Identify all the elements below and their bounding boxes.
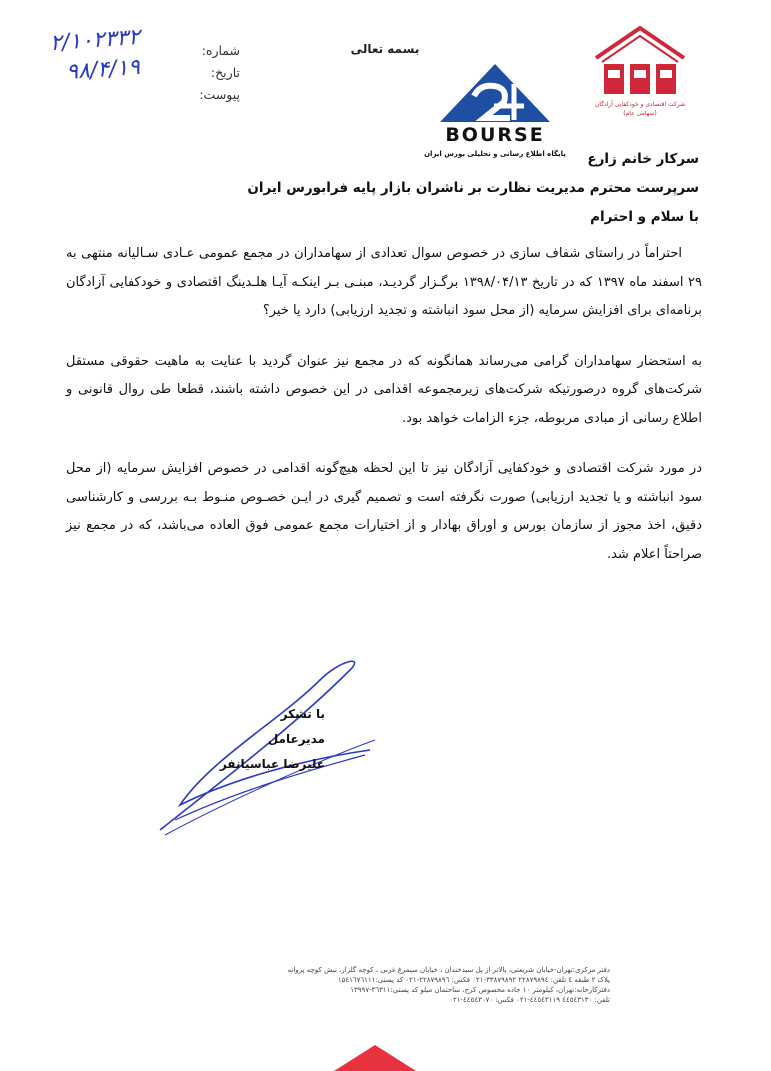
bourse-subtitle: پایگاه اطلاع رسانی و تحلیلی بورس ایران — [424, 150, 566, 158]
number-label: شماره: — [201, 43, 240, 58]
signature-block — [215, 702, 325, 777]
handwritten-date: ۹۸/۴/۱۹ — [65, 54, 141, 85]
footer-line-2: پلاک ۲ طبقه ٤ تلفن: ۲۲۸۷۹۸۹٤ ۳۳۸۷۹۸۹۲-۰۲۱ فکس: ۲۲۸۷۹۸۹٦-۰۲۱ کد پستی:۱۵٤۱٦٧٦۱۱۱ — [337, 976, 610, 984]
addressee-name: سرکار خانم زارع — [587, 151, 699, 167]
signature-name: علیرضا عباسیانفر — [219, 757, 325, 771]
signature-thanks: با تشکر — [280, 707, 325, 721]
date-label: تاریخ: — [210, 65, 240, 80]
handwritten-reference — [50, 26, 140, 86]
footer-line-4: تلفن: ٤٤٥٤۳۱۳۰ ٤٤٥٤۳۱۱۹-۰۲۱ فکس: ٤٤٥٤۳۰۷۰-۰۲۱ — [449, 996, 610, 1004]
body-paragraph-3: در مورد شرکت اقتصادی و خودکفایی آزادگان نیز تا این لحظه هیچ‌گونه اقدامی در خصوص افزایش سرمایه (از محل سود انباشته و یا تجدید ارزیابی) صورت نگرفته است و تصمیم گیری در ایـن خصـوص منـوط بـه بررسی و کارشناسی دقیق، اخذ مجوز از سازمان بورس و اوراق بهادار و از اختیارات مجمع عمومی فوق العاده می‌باشد، که در مجمع نیز صراحتاً اعلام شد. — [66, 461, 702, 562]
company-name-line1: شرکت اقتصادی و خودکفایی آزادگان — [594, 101, 686, 108]
body-paragraph-1: احتراماً در راستای شفاف سازی در خصوص سوال تعدادی از سهامداران در مجمع عمومی عـادی سـالیانه منتهی به ۲۹ اسفند ماه ۱۳۹۷ که در تاریخ ۱۳۹۸/۰۴/۱۳ برگـزار گردیـد، مبنـی بـر اینکـه آیـا هلـدینگ اقتصادی و خودکفایی آزادگان برنامه‌ای برای افزایش سرمایه (از محل سود انباشته و تجدید ارزیابی) دارد یا خیر؟ — [66, 246, 703, 318]
company-logo-icon — [588, 22, 693, 102]
signature-title: مدیرعامل — [267, 732, 325, 746]
greeting: با سلام و احترام — [590, 209, 699, 225]
footer-triangle-icon — [330, 1043, 420, 1071]
bourse-wordmark: BOURSE — [445, 124, 545, 146]
company-name — [580, 100, 700, 118]
addressee-block — [247, 145, 699, 232]
footer-line-3: دفترکارخانه:تهران، کیلومتر ۱۰ جاده مخصوص کرج، ساختمان میلو کد پستی:۳٦۳۱۱-۱۳۹۹۷ — [350, 986, 610, 994]
attachment-label: پیوست: — [199, 87, 240, 102]
addressee-title: سرپرست محترم مدیریت نظارت بر ناشران بازار پایه فرابورس ایران — [247, 180, 699, 196]
body-paragraph-2: به استحضار سهامداران گرامی می‌رساند همانگونه که در مجمع نیز عنوان گردید با عنایت به ماهیت حقوقی مستقل شرکت‌های گروه درصورتیکه شرکت‌های زیرمجموعه اقدامی در این خصوص داشته باشند، قطعا طی روال قانونی و اطلاع رسانی از مبادی مربوطه، جزء الزامات خواهد بود. — [66, 353, 702, 426]
letter-body — [66, 240, 702, 591]
company-name-line2: (سهامی عام) — [623, 110, 657, 117]
handwritten-number: ۲/۱۰۲۳۳۲ — [49, 24, 141, 57]
letterhead-footer — [190, 965, 610, 1005]
letter-meta — [170, 40, 240, 106]
bismillah: بسمه تعالی — [350, 42, 420, 56]
footer-line-1: دفتر مرکزی:تهران-خیابان شریعتی، بالاتر از پل سیدخندان ، خیابان سیمرغ غربی ، کوچه گلزار، نبش کوچه پروانه — [287, 966, 610, 974]
